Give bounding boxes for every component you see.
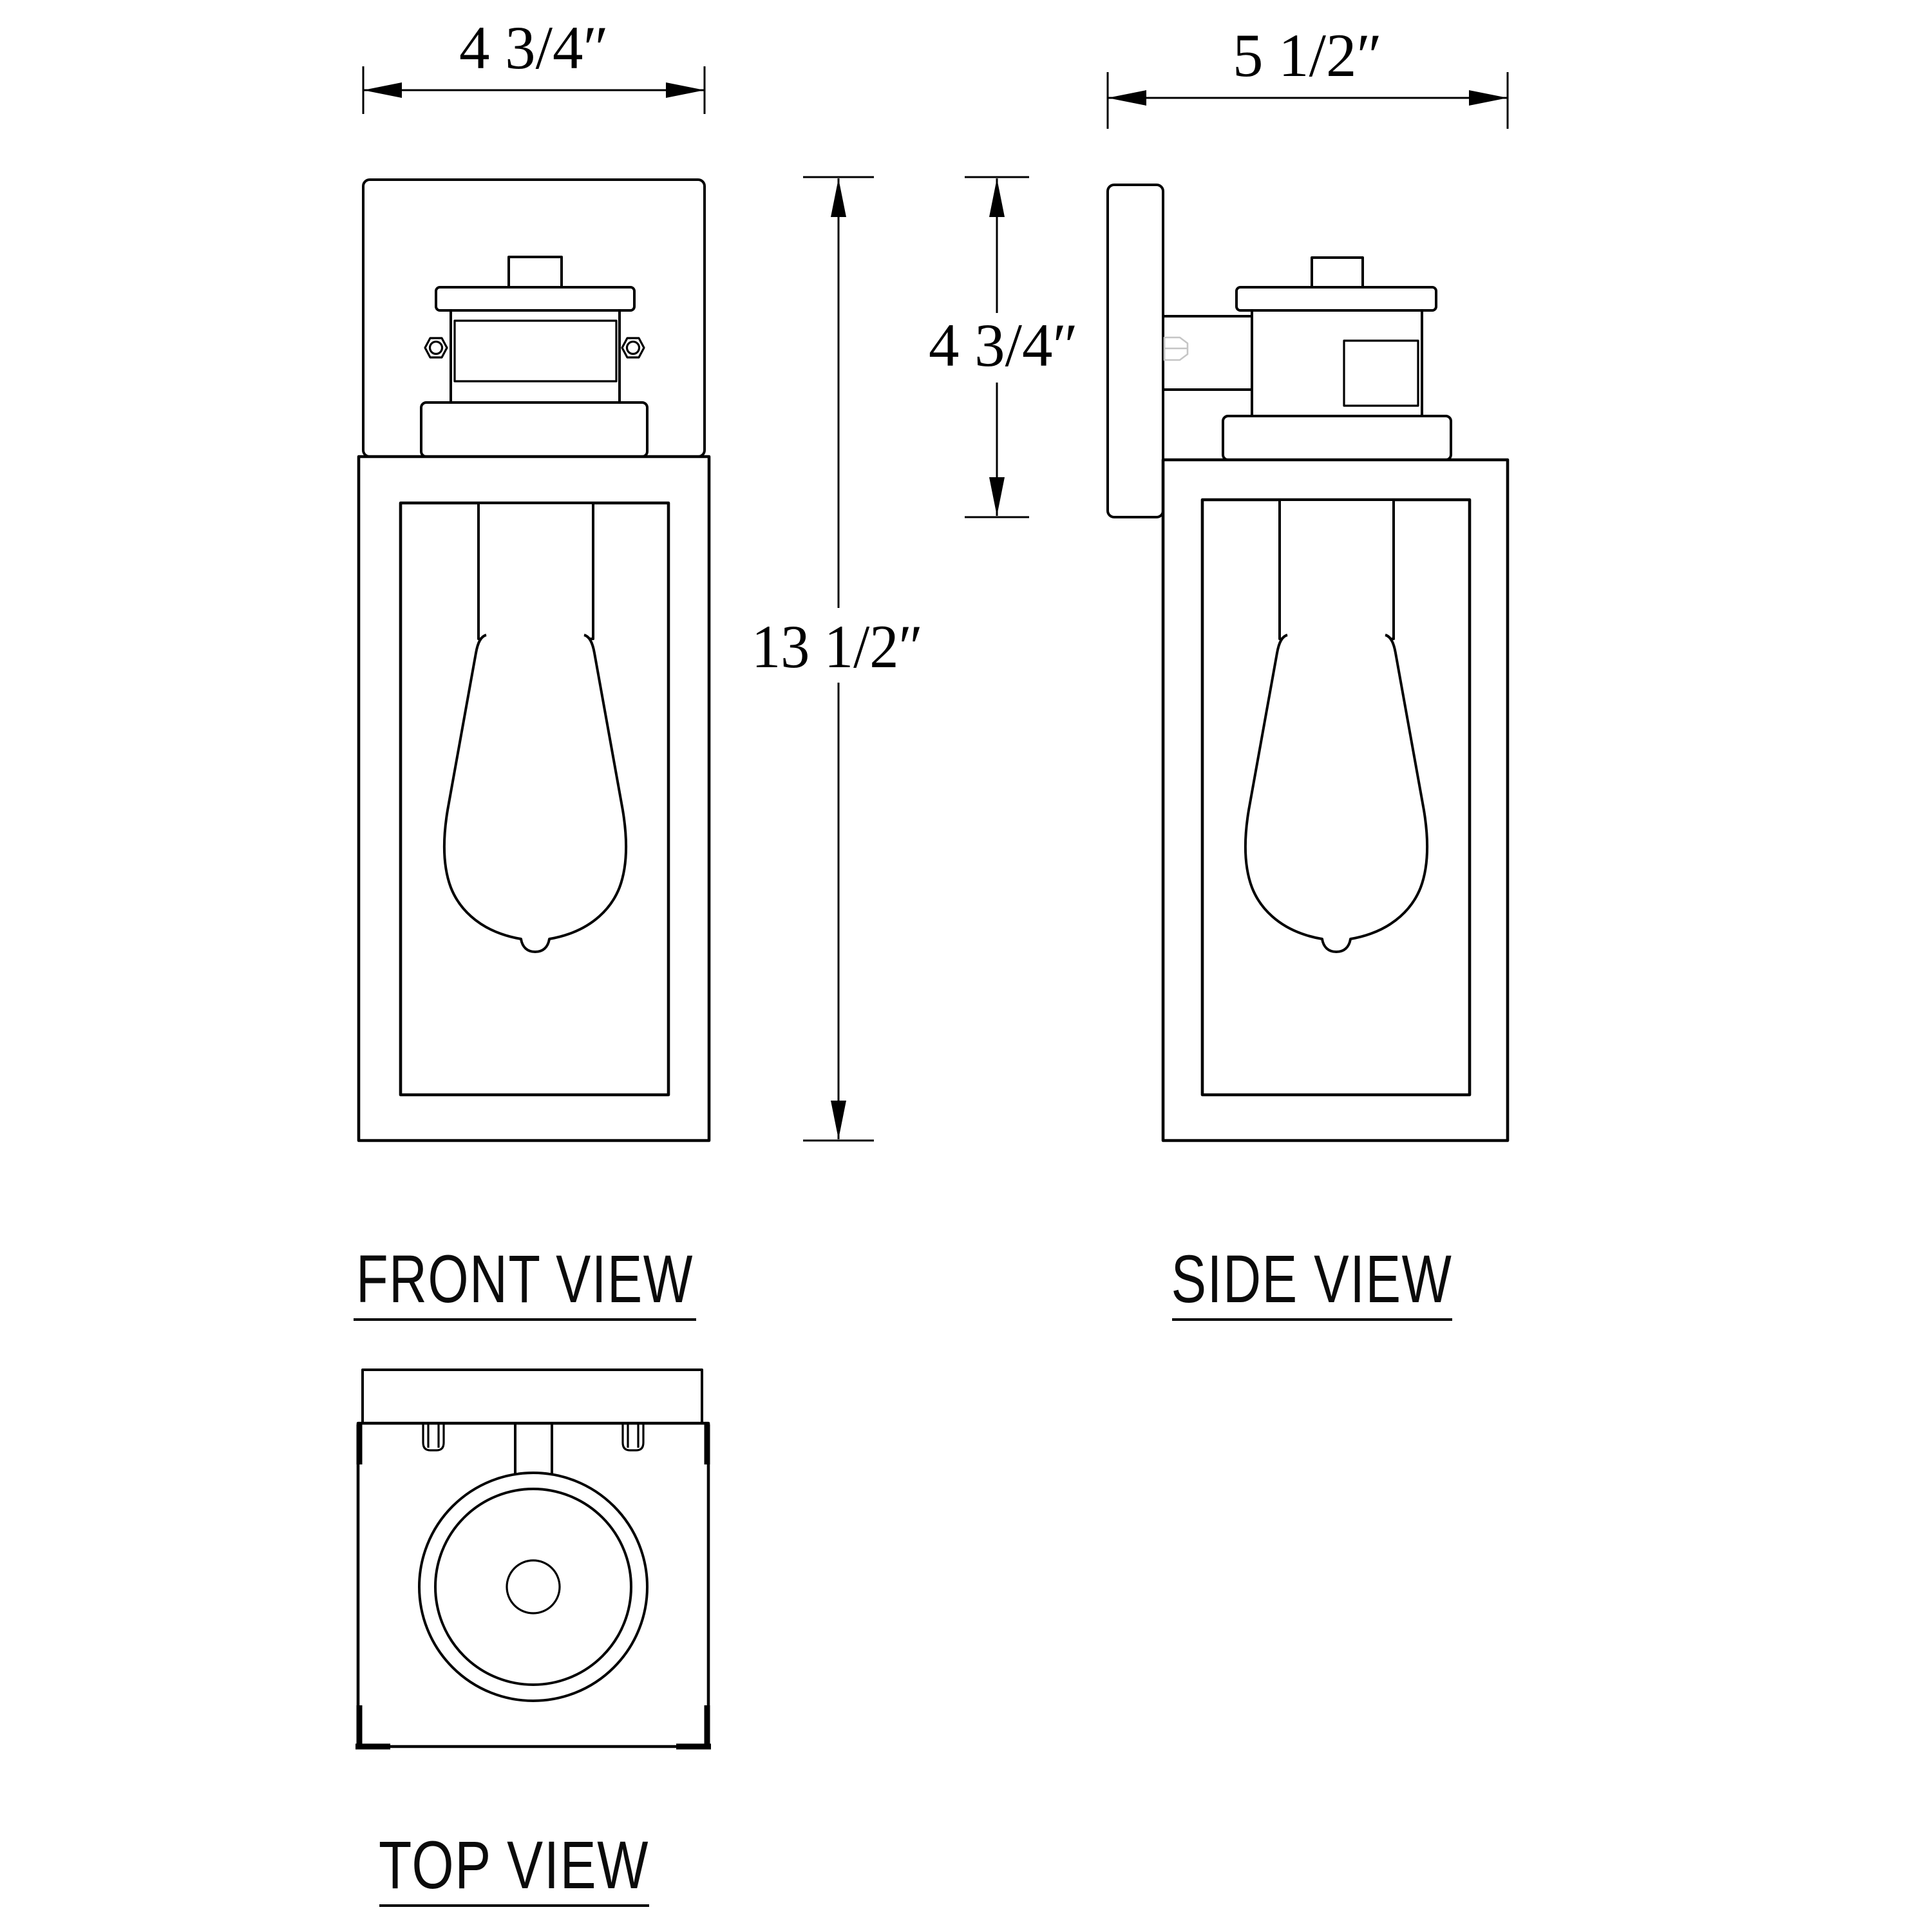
- front-socket-body: [451, 310, 620, 402]
- top-view: [355, 1370, 711, 1747]
- front-collar: [421, 402, 647, 457]
- arrowhead-up-icon: [989, 178, 1005, 217]
- front-edison-bulb: [444, 635, 626, 952]
- arrowhead-down-icon: [831, 1101, 846, 1139]
- overall-height-value: 13 1/2″: [752, 612, 923, 681]
- dimension-front-width: [363, 14, 705, 114]
- side-cap-plate: [1236, 287, 1436, 310]
- arrowhead-left-icon: [1108, 90, 1146, 106]
- top-wall-plate: [363, 1370, 702, 1423]
- dimension-side-width: [1108, 21, 1508, 129]
- front-socket-tube: [478, 503, 593, 639]
- front-view-label: [354, 1242, 696, 1320]
- top-glass-ring-outer: [419, 1473, 647, 1701]
- dimension-backplate-height: [929, 177, 1078, 517]
- backplate-height-value: 4 3/4″: [929, 311, 1078, 379]
- side-edison-bulb: [1245, 635, 1427, 952]
- side-collar: [1223, 416, 1451, 460]
- side-socket-tube: [1280, 500, 1394, 639]
- side-wall-plate: [1108, 185, 1163, 517]
- arrowhead-left-icon: [363, 82, 402, 98]
- top-view-label: [379, 1828, 649, 1906]
- arrowhead-right-icon: [666, 82, 705, 98]
- arrowhead-right-icon: [1469, 90, 1508, 106]
- front-cap-plate: [436, 287, 634, 310]
- front-width-value: 4 3/4″: [459, 14, 609, 82]
- side-top-knob: [1312, 258, 1363, 287]
- dimension-overall-height: [752, 177, 923, 1141]
- side-view-label-text: SIDE VIEW: [1171, 1242, 1453, 1317]
- front-view-label-text: FRONT VIEW: [356, 1242, 694, 1317]
- front-top-knob: [509, 257, 562, 287]
- arrowhead-down-icon: [989, 477, 1005, 516]
- side-width-value: 5 1/2″: [1233, 21, 1382, 90]
- arrowhead-up-icon: [831, 178, 846, 217]
- side-view-label: [1171, 1242, 1453, 1320]
- side-view: [1108, 185, 1508, 1141]
- side-mounting-arm: [1163, 316, 1252, 390]
- side-socket-body: [1252, 310, 1422, 416]
- top-view-label-text: TOP VIEW: [379, 1828, 649, 1903]
- front-view: [359, 180, 709, 1141]
